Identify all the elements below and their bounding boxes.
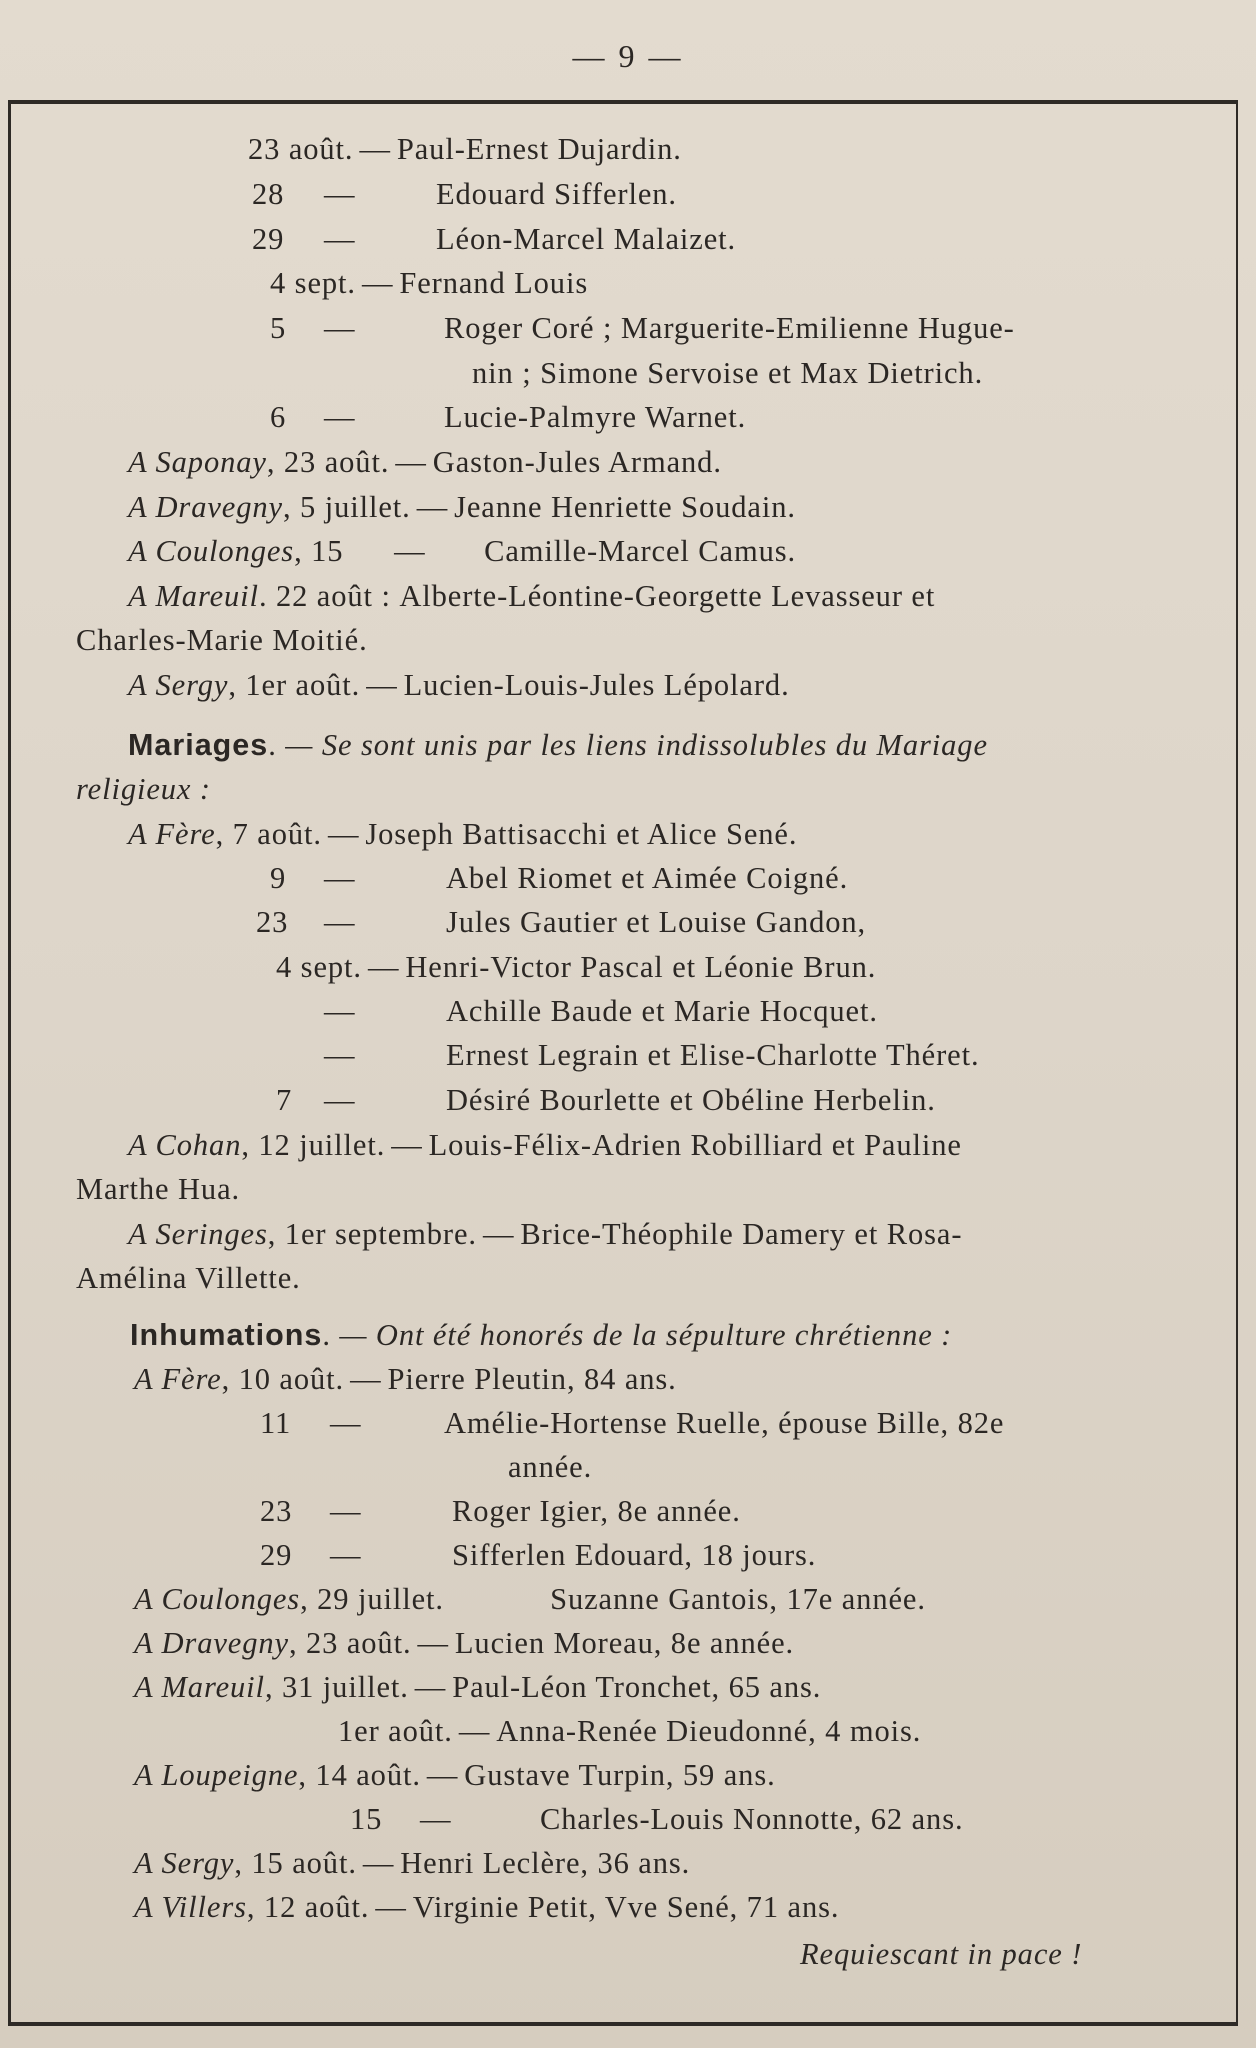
marriage-entry: 23 — Jules Gautier et Louise Gandon, — [256, 905, 867, 939]
marriage-entry: 4 sept. — Henri-Victor Pascal et Léonie Brun. — [276, 950, 877, 984]
baptism-entry: A Sergy, 1er août. — Lucien-Louis-Jules Lépolard. — [128, 668, 790, 702]
burial-entry: A Dravegny, 23 août. — Lucien Moreau, 8e année. — [134, 1626, 795, 1660]
marriage-entry: — Achille Baude et Marie Hocquet. — [324, 994, 878, 1028]
marriage-entry: 7 — Désiré Bourlette et Obéline Herbelin. — [276, 1083, 936, 1117]
burial-entry: A Sergy, 15 août. — Henri Leclère, 36 ans. — [134, 1846, 691, 1880]
baptism-entry-continuation: nin ; Simone Servoise et Max Dietrich. — [472, 356, 984, 390]
baptism-entry: A Coulonges, 15 — Camille-Marcel Camus. — [128, 534, 797, 568]
burial-entry: 29 — Sifferlen Edouard, 18 jours. — [260, 1538, 817, 1572]
marriage-entry: A Seringes, 1er septembre. — Brice-Théophile Damery et Rosa- — [128, 1217, 963, 1251]
burial-entry: 23 — Roger Igier, 8e année. — [260, 1494, 741, 1528]
burial-entry: 15 — Charles-Louis Nonnotte, 62 ans. — [350, 1802, 964, 1836]
baptism-entry-continuation: Charles-Marie Moitié. — [76, 623, 368, 657]
burial-entry: 1er août. — Anna-Renée Dieudonné, 4 mois. — [338, 1714, 922, 1748]
burial-entry: 11 — Amélie-Hortense Ruelle, épouse Bille, 82e — [260, 1406, 1005, 1440]
baptism-entry: 5 — Roger Coré ; Marguerite-Emilienne Hugue- — [270, 311, 1015, 345]
burial-entry-continuation: année. — [508, 1450, 593, 1484]
closing-prayer: Requiescant in pace ! — [800, 1937, 1083, 1971]
baptism-entry: 28 — Edouard Sifferlen. — [252, 177, 677, 211]
burial-entry: A Fère, 10 août. — Pierre Pleutin, 84 ans. — [134, 1362, 677, 1396]
section-intro-continuation: religieux : — [76, 772, 211, 806]
page-number: — 9 — — [572, 38, 684, 74]
baptism-entry: 23 août. — Paul-Ernest Dujardin. — [248, 132, 682, 166]
section-heading-mariages: Mariages. — Se sont unis par les liens indissolubles du Mariage — [128, 728, 988, 762]
burial-entry: A Mareuil, 31 juillet. — Paul-Léon Tronchet, 65 ans. — [134, 1670, 822, 1704]
marriage-entry: A Cohan, 12 juillet. — Louis-Félix-Adrien Robilliard et Pauline — [128, 1128, 962, 1162]
baptism-entry: A Mareuil. 22 août : Alberte-Léontine-Georgette Levasseur et — [128, 579, 936, 613]
marriage-entry: A Fère, 7 août. — Joseph Battisacchi et Alice Sené. — [128, 817, 798, 851]
marriage-entry: — Ernest Legrain et Elise-Charlotte Théret. — [324, 1038, 980, 1072]
burial-entry: A Villers, 12 août. — Virginie Petit, Vve Sené, 71 ans. — [134, 1890, 840, 1924]
marriage-entry-continuation: Marthe Hua. — [76, 1172, 241, 1206]
burial-entry: A Loupeigne, 14 août. — Gustave Turpin, 59 ans. — [134, 1758, 776, 1792]
burial-entry: A Coulonges, 29 juillet. Suzanne Gantois, 17e année. — [134, 1582, 926, 1616]
marriage-entry-continuation: Amélina Villette. — [76, 1261, 301, 1295]
marriage-entry: 9 — Abel Riomet et Aimée Coigné. — [270, 861, 849, 895]
baptism-entry: A Saponay, 23 août. — Gaston-Jules Armand. — [128, 445, 722, 479]
baptism-entry: 6 — Lucie-Palmyre Warnet. — [270, 400, 747, 434]
baptism-entry: 4 sept. — Fernand Louis — [270, 266, 589, 300]
baptism-entry: A Dravegny, 5 juillet. — Jeanne Henriette Soudain. — [128, 490, 796, 524]
baptism-entry: 29 — Léon-Marcel Malaizet. — [252, 222, 737, 256]
section-heading-inhumations: Inhumations. — Ont été honorés de la sépulture chrétienne : — [130, 1318, 953, 1352]
